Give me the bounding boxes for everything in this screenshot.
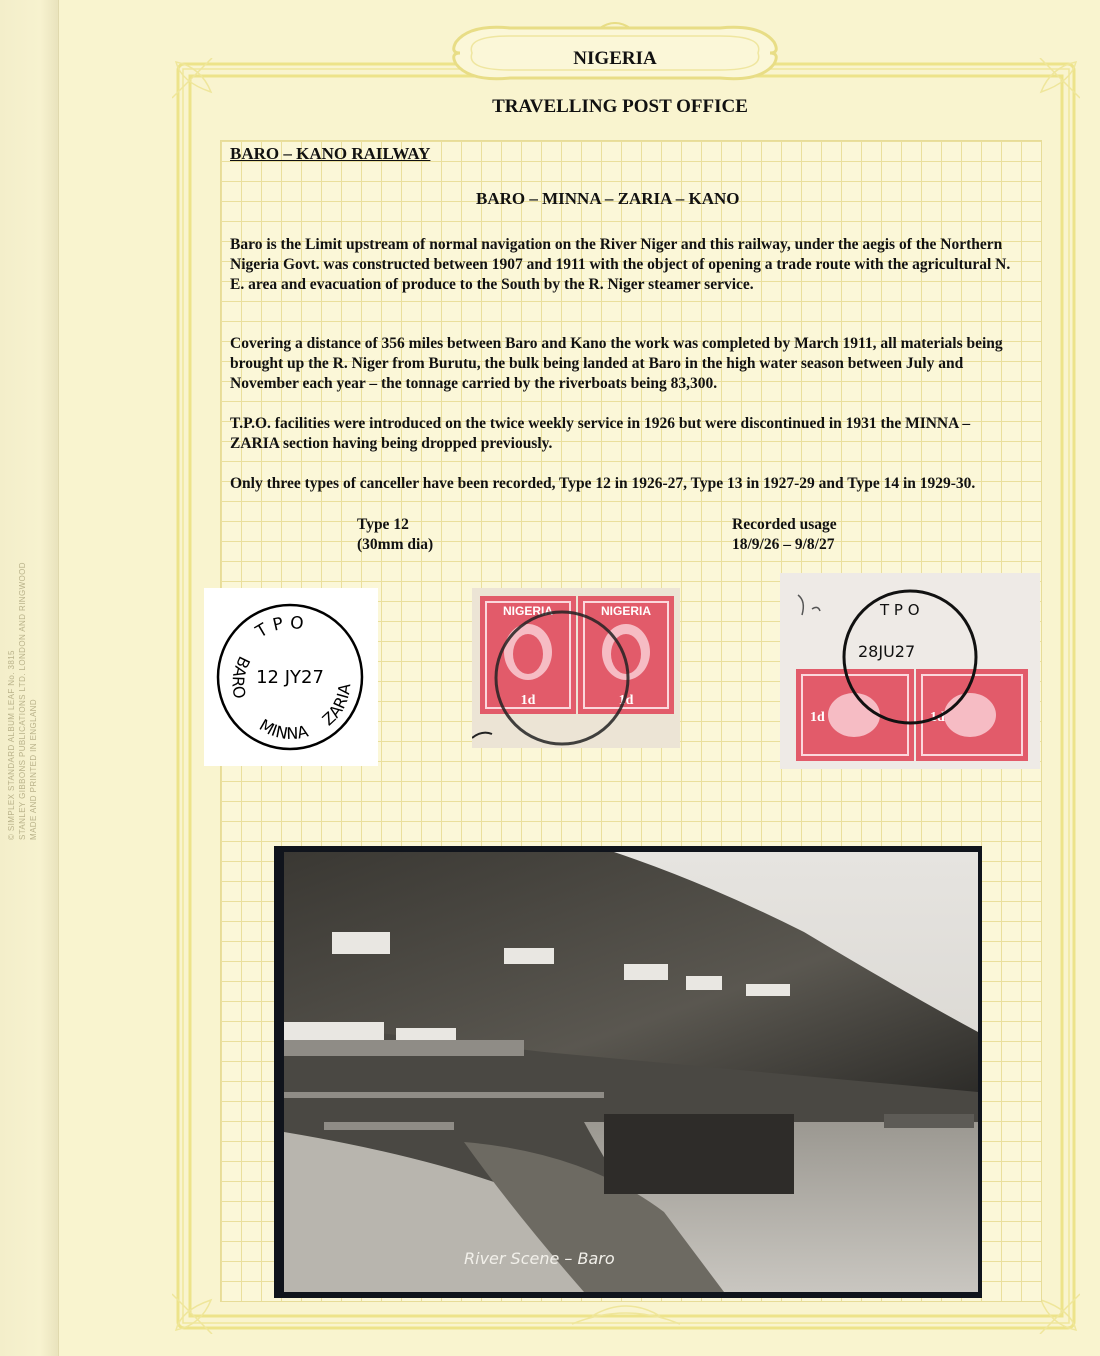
imprint-line: MADE AND PRINTED IN ENGLAND [29, 698, 38, 840]
canceller-paragraph: Only three types of canceller have been recorded, Type 12 in 1926-27, Type 13 in 1927-29 and Type 14 in 1929-30. [230, 475, 976, 492]
usage-label: Recorded usage [732, 516, 837, 533]
stamp-value: 1d [930, 710, 945, 725]
type-diameter: (30mm dia) [357, 536, 434, 553]
stamp-piece-1 [472, 588, 680, 748]
postmark-date: 28JU27 [858, 642, 916, 661]
svg-text:T P O [252, 613, 305, 643]
page-title: NIGERIA [573, 48, 657, 69]
album-imprint [6, 500, 39, 840]
stamp-value: 1d [618, 693, 634, 708]
stamp [796, 669, 914, 761]
svg-text:MINNA [256, 715, 310, 743]
stamp-pair-2 [780, 573, 1040, 769]
canceller-left-text: BARO [228, 653, 254, 701]
stamp-value: 1d [810, 710, 825, 725]
construction-paragraph: Covering a distance of 356 miles between Baro and Kano the work was completed by March 1911, all materials being brought up the R. Niger from Burutu, the bulk being landed at Baro in the high water season between July and November each year – the tonnage carried by the riverboats being 83,300. [230, 335, 1003, 392]
postmark-top: T P O [880, 601, 920, 619]
stamp [480, 596, 576, 714]
photo-caption: River Scene – Baro [464, 1249, 615, 1268]
canceller-illustration [204, 588, 378, 766]
section-heading: BARO – KANO RAILWAY [230, 144, 431, 163]
usage-dates: 18/9/26 – 9/8/27 [732, 536, 835, 553]
river-scene-photo [284, 852, 978, 1292]
stamp-piece-2 [780, 573, 1040, 769]
stamp-country: NIGERIA [600, 604, 652, 618]
canceller-right-text: ZARIA [318, 682, 355, 730]
stamp-country: NIGERIA [502, 604, 554, 618]
canceller-top-text: T P O [252, 612, 305, 643]
type-caption [357, 515, 433, 555]
canceller-bottom-text: MINNA [256, 715, 311, 744]
route-heading: BARO – MINNA – ZARIA – KANO [476, 189, 740, 208]
svg-text:ZARIA [319, 682, 355, 729]
stamp-pair-1 [472, 588, 680, 748]
canceller-drawing [204, 588, 378, 766]
tpo-paragraph: T.P.O. facilities were introduced on the twice weekly service in 1926 but were discontinued in 1931 the MINNA – ZARIA section having being dropped previously. [230, 415, 971, 452]
imprint-line: © SIMPLEX STANDARD ALBUM LEAF No. 3815 [7, 650, 16, 840]
type-label: Type 12 [357, 516, 409, 533]
stamp-value: 1d [520, 693, 536, 708]
usage-caption [732, 515, 837, 555]
imprint-line: STANLEY GIBBONS PUBLICATIONS LTD. LONDON AND RINGWOOD [18, 562, 27, 840]
canceller-date: 12 JY27 [256, 667, 324, 688]
history-paragraph: Baro is the Limit upstream of normal navigation on the River Niger and this railway, under the aegis of the Northern Nigeria Govt. was constructed between 1907 and 1911 with the object of opening a trade route with the agricultural N. E. area and evacuation of produce to the South by the R. Niger steamer service. [230, 236, 1011, 293]
page-subtitle: TRAVELLING POST OFFICE [492, 96, 748, 117]
svg-text:BARO [228, 653, 253, 700]
